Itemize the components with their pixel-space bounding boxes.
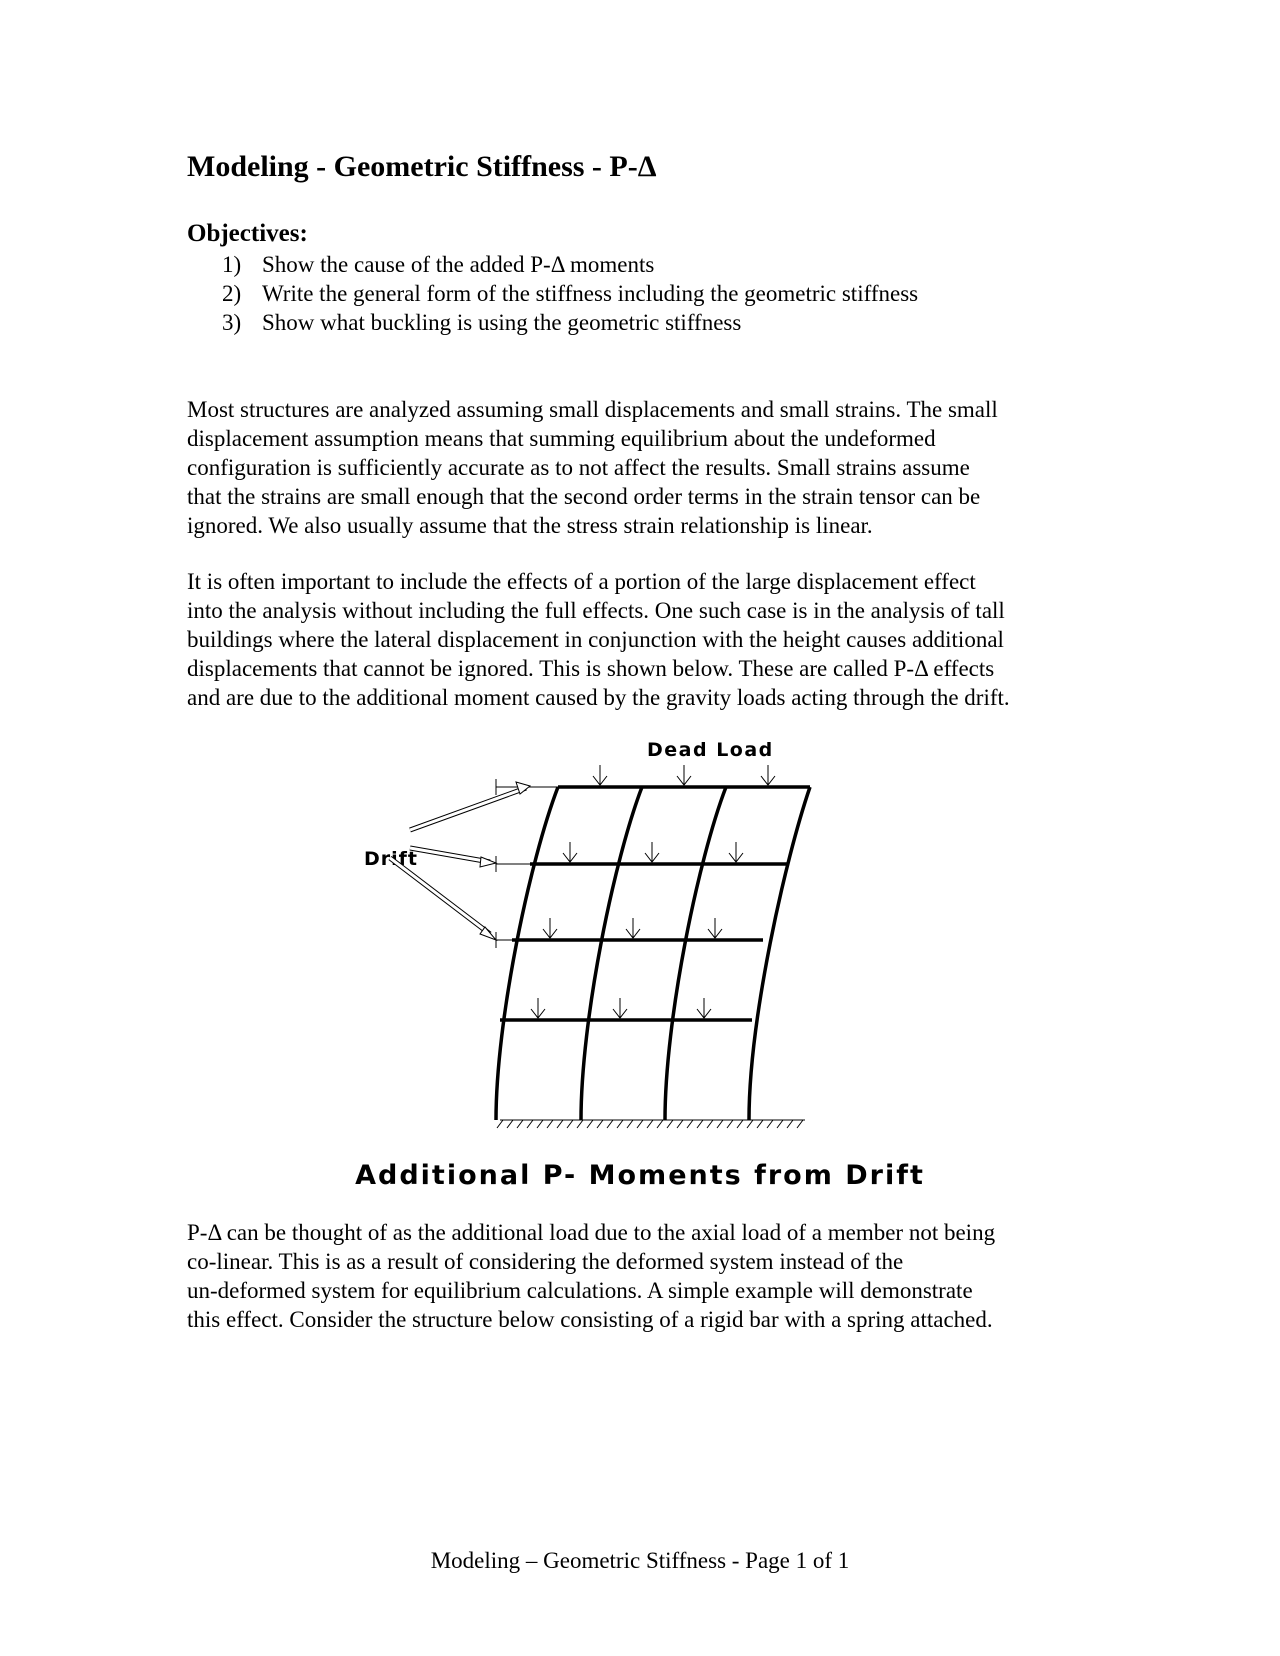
page-title: Modeling - Geometric Stiffness - P-Δ bbox=[187, 150, 657, 183]
drift-pointer-arrows bbox=[390, 782, 530, 940]
ground-support bbox=[497, 1120, 805, 1128]
drift-label: Drift bbox=[364, 848, 419, 870]
objectives-heading: Objectives: bbox=[187, 220, 308, 247]
objective-item: 3) Show what buckling is using the geometric stiffness bbox=[222, 310, 742, 335]
objective-item: 2) Write the general form of the stiffness including the geometric stiffness bbox=[222, 281, 919, 306]
paragraph-p-delta-definition: P-Δ can be thought of as the additional load due to the axial load of a member not being co-linear. This is as a result of considering the deformed system instead of the un-deformed system for equilibrium calculations. A simple example will demonstrate this effect. Consider the structure below consisting of a rigid bar with a spring attached. bbox=[187, 1220, 996, 1332]
gravity-load-arrows bbox=[531, 765, 775, 1018]
frame-columns bbox=[496, 787, 810, 1120]
objectives-list bbox=[222, 250, 918, 337]
deformed-frame-diagram bbox=[340, 730, 960, 1170]
frame-drift-figure bbox=[340, 730, 960, 1170]
paragraph-p-delta-effects: It is often important to include the effects of a portion of the large displacement effect into the analysis without including the full effects. One such case is in the analysis of tall buildings where the lateral displacement in conjunction with the height causes additional displacements that cannot be ignored. This is shown below. These are called P-Δ effects and are due to the additional moment caused by the gravity loads acting through the drift. bbox=[187, 569, 1010, 710]
dead-load-label: Dead Load bbox=[647, 739, 774, 761]
paragraph-small-displacements: Most structures are analyzed assuming small displacements and small strains. The small displacement assumption means that summing equilibrium about the undeformed configuration is sufficiently accurate as to not affect the results. Small strains assume that the strains are small enough that the second order terms in the strain tensor can be ignored. We also usually assume that the stress strain relationship is linear. bbox=[187, 397, 998, 538]
page-footer: Modeling – Geometric Stiffness - Page 1 of 1 bbox=[430, 1548, 850, 1573]
objective-item: 1) Show the cause of the added P-Δ moments bbox=[222, 252, 655, 277]
figure-caption: Additional P- Moments from Drift bbox=[355, 1160, 925, 1191]
